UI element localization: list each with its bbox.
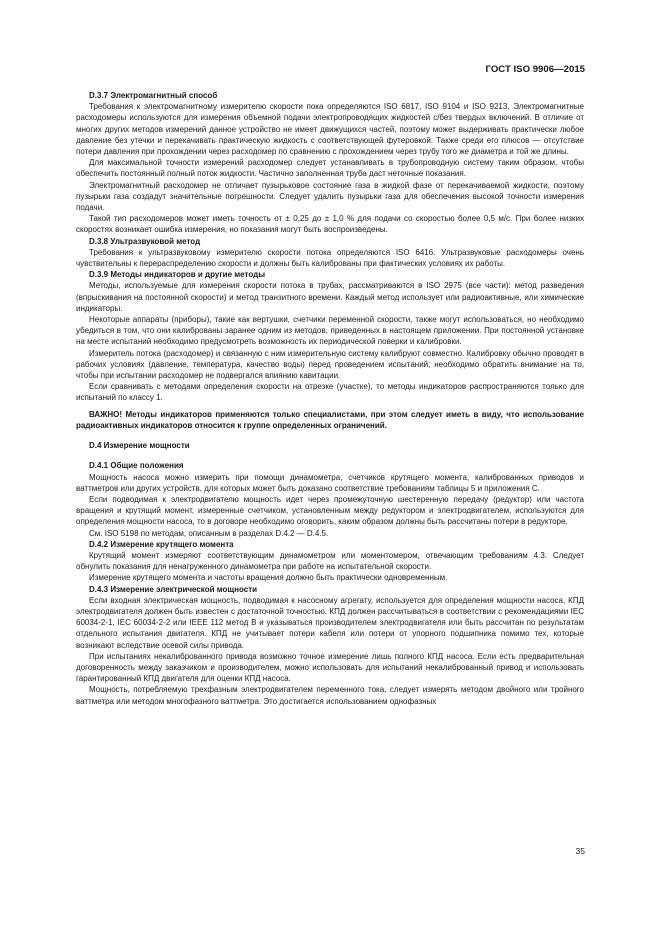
page-content (76, 90, 584, 707)
section-heading: D.4.1 Общие положения (89, 461, 184, 471)
document-header: ГОСТ ISO 9906—2015 (485, 64, 585, 75)
paragraph: Если подводимая к электродвигателю мощность идет через промежуточную шестеренную передачу (редуктор) или частота вращения и крутящий момент, измеренные счетчиком, установленным между редуктором и электродвигателем, используются для определения мощности насоса, то в договоре необходимо оговорить, каким образом должны быть рассчитаны потери в редукторе. (76, 494, 584, 527)
paragraph: Мощность, потребляемую трехфазным электродвигателем переменного тока, следует измерять методом двойного или тройного ваттметра или методом многофазного ваттметра. Это достигается использованием однофазных (76, 685, 584, 706)
paragraph: См. ISO 5198 по методам, описанным в разделах D.4.2 — D.4.5. (89, 528, 329, 538)
section-heading: D.4 Измерение мощности (89, 441, 190, 451)
section-heading: D.4.3 Измерение электрической мощности (89, 584, 258, 594)
paragraph: Для максимальной точности измерений расходомер следует устанавливать в трубопроводную систему таким образом, чтобы обеспечить постоянный полный поток жидкости. Частично заполненная труба даст неточные показания. (76, 158, 584, 179)
paragraph: Электромагнитный расходомер не отличает пузырьковое состояние газа в жидкой фазе от перекачиваемой жидкости, поэтому пузырьки газа создадут значительные погрешности. Следует удалить пузырьки газа для обеспечения высокой точности измерения подачи. (76, 180, 584, 213)
paragraph: Измеритель потока (расходомер) и связанную с ним измерительную систему калибруют совместно. Калибровку обычно проводят в рабочих условиях (давление, температура, качество воды) перед проведением испытаний; необходимо обратить внимание на то, чтобы при испытании расходомер не подвергался влиянию кавитации. (76, 348, 584, 381)
paragraph: Методы, используемые для измерения скорости потока в трубах, рассматриваются в ISO 2975 (все части): метод разведения (впрыскивания на постоянной скорости) и метод транзитного времени. Каждый метод использует или радиоактивные, или химические индикаторы. (76, 281, 584, 313)
paragraph: Если входная электрическая мощность, подводимая к насосному агрегату, используется для определения мощности насоса, КПД электродвигателя должен быть известен с достаточной точностью. КПД должен рассчитываться в соответствии с рекомендациями IEC 60034-2-1, IEC 60034-2-2 или IEEE 112 метод B и указываться производителем электродвигателя или быть рассчитан по результатам отдельного испытания двигателя. КПД не учитывает потери кабеля или потери от упорного подшипника помимо тех, которые возникают вследствие осевой силы привода. (76, 595, 584, 650)
paragraph: Требования к ультразвуковому измерителю скорости потока определяются ISO 6416. Ультразвуковые расходомеры очень чувствительны к перераспределению скорости и должны быть калиброваны при фактических условиях их работы. (76, 247, 584, 269)
warning-note: ВАЖНО! Методы индикаторов применяются только специалистами, при этом следует иметь в виду, что использование радиоактивных индикаторов относится к группе определенных ограничений. (76, 409, 584, 430)
paragraph: Если сравнивать с методами определения скорости на отрезке (участке), то методы индикаторов распространяются только для испытаний по классу 1. (76, 382, 584, 403)
paragraph: Некоторые аппараты (приборы), такие как вертушки, счетчики переменной скорости, также могут использоваться, но необходимо убедиться в том, что они калиброваны заранее одним из методов, приведенных в настоящем приложении. При постоянной установке на месте испытаний необходимо предусмотреть возможность их периодической поверки и калибровки. (76, 315, 584, 347)
paragraph: Измерение крутящего момента и частоты вращения должно быть практически одновременным. (89, 573, 448, 583)
paragraph: При испытаниях некалиброванного привода возможно точное измерение лишь полного КПД насоса. Если есть предварительная договоренность между заказчиком и производителем, можно использовать для испытаний некалиброванный привод и использовать гарантированный КПД двигателя для оценки КПД насоса. (76, 651, 584, 684)
section-heading: D.3.8 Ультразвуковой метод (89, 236, 201, 246)
section-heading: D.3.9 Методы индикаторов и другие методы (89, 270, 266, 280)
paragraph: Мощность насоса можно измерить при помощи динамометра, счетчиков крутящего момента, калиброванных приводов и ваттметров или других устройств, для которых может быть доказано соответствие требованиям таблицы 5 и приложения С. (76, 472, 584, 493)
paragraph: Крутящий момент измеряют соответствующим динамометром или моментомером, отвечающим требованиям 4.3. Следует обнулить показания для ненагруженного динамометра при работе на испытательной скорости. (76, 550, 584, 572)
paragraph: Такой тип расходомеров может иметь точность от ± 0,25 до ± 1,0 % для подачи со скоростью более 0,5 м/с. При более низких скоростях возникает ошибка измерения, но показания могут быть воспроизведены. (76, 214, 584, 235)
section-heading: D.4.2 Измерение крутящего момента (89, 539, 234, 549)
paragraph: Требования к электромагнитному измерителю скорости пока определяются ISO 6817, ISO 9104 и ISO 9213. Электромагнитные расходомеры используются для измерения объемной подачи электропроводящих жидкостей с/без твердых включений. В отличие от многих других методов измерений данное устройство не имеет движущихся частей, поэтому может выдерживать практически любое давление без утечки и перекачивать практическую жидкость с соответствующей футеровкой. Также среди его плюсов — отсутствие потери давления при прохождении через расходомер по сравнению с прохождением через трубу того же диаметра и той же длины. (76, 102, 584, 157)
section-heading: D.3.7 Электромагнитный способ (89, 91, 218, 100)
page-number: 35 (575, 846, 585, 856)
